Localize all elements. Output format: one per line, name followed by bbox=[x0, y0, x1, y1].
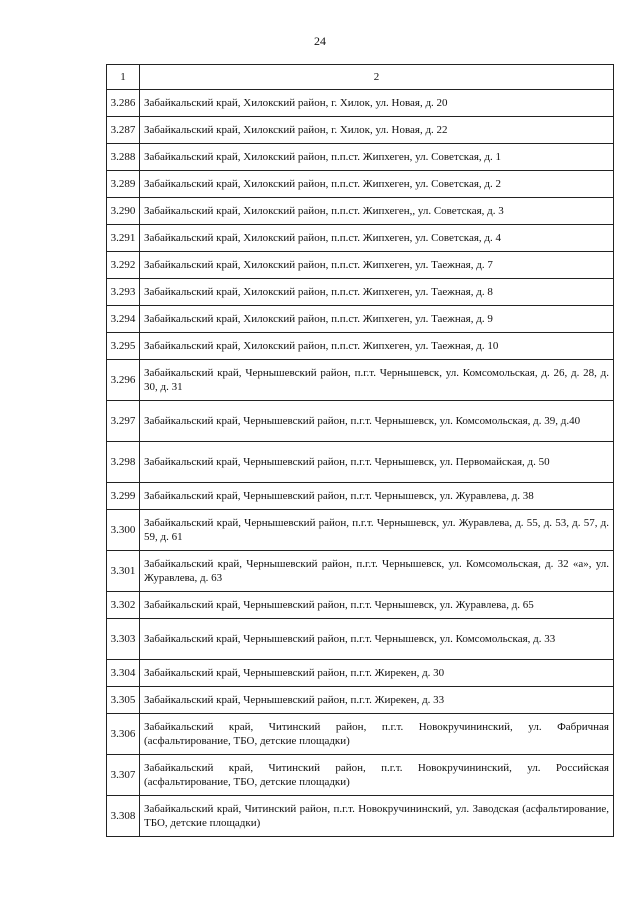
table-row bbox=[107, 442, 614, 483]
row-address: Забайкальский край, Чернышевский район, п.г.т. Чернышевск, ул. Комсомольская, д. 39, д.40 bbox=[140, 401, 614, 442]
table-row bbox=[107, 619, 614, 660]
row-address: Забайкальский край, Хилокский район, п.п.ст. Жипхеген, ул. Советская, д. 4 bbox=[140, 225, 614, 252]
row-number: 3.298 bbox=[107, 442, 140, 483]
table-row bbox=[107, 401, 614, 442]
page-number: 24 bbox=[314, 34, 326, 48]
row-number: 3.296 bbox=[107, 360, 140, 401]
row-address: Забайкальский край, Чернышевский район, п.г.т. Чернышевск, ул. Комсомольская, д. 33 bbox=[140, 619, 614, 660]
table-row bbox=[107, 252, 614, 279]
table-row bbox=[107, 117, 614, 144]
row-address: Забайкальский край, Чернышевский район, п.г.т. Чернышевск, ул. Журавлева, д. 38 bbox=[140, 483, 614, 510]
row-number: 3.301 bbox=[107, 551, 140, 592]
row-address: Забайкальский край, Хилокский район, г. Хилок, ул. Новая, д. 22 bbox=[140, 117, 614, 144]
row-number: 3.294 bbox=[107, 306, 140, 333]
row-number: 3.297 bbox=[107, 401, 140, 442]
table-row bbox=[107, 333, 614, 360]
row-address: Забайкальский край, Чернышевский район, п.г.т. Жирекен, д. 30 bbox=[140, 660, 614, 687]
addresses-table bbox=[106, 64, 614, 837]
row-number: 3.308 bbox=[107, 796, 140, 837]
column-header-address: 2 bbox=[140, 65, 614, 90]
table-row bbox=[107, 171, 614, 198]
row-number: 3.286 bbox=[107, 90, 140, 117]
row-address: Забайкальский край, Читинский район, п.г.т. Новокручининский, ул. Российская (асфальтирование, ТБО, детские площадки) bbox=[140, 755, 614, 796]
table-row bbox=[107, 144, 614, 171]
table-row bbox=[107, 90, 614, 117]
row-address: Забайкальский край, Читинский район, п.г.т. Новокручининский, ул. Заводская (асфальтирование, ТБО, детские площадки) bbox=[140, 796, 614, 837]
row-number: 3.305 bbox=[107, 687, 140, 714]
table-row bbox=[107, 551, 614, 592]
row-address: Забайкальский край, Чернышевский район, п.г.т. Жирекен, д. 33 bbox=[140, 687, 614, 714]
row-number: 3.290 bbox=[107, 198, 140, 225]
row-number: 3.306 bbox=[107, 714, 140, 755]
row-number: 3.288 bbox=[107, 144, 140, 171]
table-row bbox=[107, 687, 614, 714]
row-address: Забайкальский край, Хилокский район, п.п.ст. Жипхеген, ул. Таежная, д. 9 bbox=[140, 306, 614, 333]
table-header-row bbox=[107, 65, 614, 90]
row-number: 3.289 bbox=[107, 171, 140, 198]
row-number: 3.307 bbox=[107, 755, 140, 796]
row-address: Забайкальский край, Хилокский район, п.п.ст. Жипхеген, ул. Таежная, д. 7 bbox=[140, 252, 614, 279]
row-address: Забайкальский край, Хилокский район, п.п.ст. Жипхеген, ул. Таежная, д. 10 bbox=[140, 333, 614, 360]
column-header-number: 1 bbox=[107, 65, 140, 90]
table-row bbox=[107, 225, 614, 252]
row-address: Забайкальский край, Хилокский район, п.п.ст. Жипхеген, ул. Советская, д. 1 bbox=[140, 144, 614, 171]
row-address: Забайкальский край, Хилокский район, п.п.ст. Жипхеген, ул. Советская, д. 2 bbox=[140, 171, 614, 198]
row-number: 3.304 bbox=[107, 660, 140, 687]
table-row bbox=[107, 306, 614, 333]
row-number: 3.302 bbox=[107, 592, 140, 619]
row-number: 3.292 bbox=[107, 252, 140, 279]
row-number: 3.300 bbox=[107, 510, 140, 551]
table-row bbox=[107, 755, 614, 796]
row-number: 3.293 bbox=[107, 279, 140, 306]
row-address: Забайкальский край, Хилокский район, п.п.ст. Жипхеген, ул. Таежная, д. 8 bbox=[140, 279, 614, 306]
row-address: Забайкальский край, Хилокский район, п.п.ст. Жипхеген,, ул. Советская, д. 3 bbox=[140, 198, 614, 225]
table-row bbox=[107, 714, 614, 755]
row-address: Забайкальский край, Хилокский район, г. Хилок, ул. Новая, д. 20 bbox=[140, 90, 614, 117]
row-address: Забайкальский край, Читинский район, п.г.т. Новокручининский, ул. Фабричная (асфальтирование, ТБО, детские площадки) bbox=[140, 714, 614, 755]
table-row bbox=[107, 592, 614, 619]
row-number: 3.291 bbox=[107, 225, 140, 252]
row-number: 3.299 bbox=[107, 483, 140, 510]
table-row bbox=[107, 279, 614, 306]
table-row bbox=[107, 360, 614, 401]
row-number: 3.303 bbox=[107, 619, 140, 660]
row-number: 3.287 bbox=[107, 117, 140, 144]
row-address: Забайкальский край, Чернышевский район, п.г.т. Чернышевск, ул. Журавлева, д. 55, д. 53, д. 57, д. 59, д. 61 bbox=[140, 510, 614, 551]
table-row bbox=[107, 198, 614, 225]
table-row bbox=[107, 796, 614, 837]
row-address: Забайкальский край, Чернышевский район, п.г.т. Чернышевск, ул. Первомайская, д. 50 bbox=[140, 442, 614, 483]
table-row bbox=[107, 483, 614, 510]
row-address: Забайкальский край, Чернышевский район, п.г.т. Чернышевск, ул. Журавлева, д. 65 bbox=[140, 592, 614, 619]
row-address: Забайкальский край, Чернышевский район, п.г.т. Чернышевск, ул. Комсомольская, д. 26, д. 28, д. 30, д. 31 bbox=[140, 360, 614, 401]
table-row bbox=[107, 510, 614, 551]
row-address: Забайкальский край, Чернышевский район, п.г.т. Чернышевск, ул. Комсомольская, д. 32 «а», ул. Журавлева, д. 63 bbox=[140, 551, 614, 592]
row-number: 3.295 bbox=[107, 333, 140, 360]
table-row bbox=[107, 660, 614, 687]
